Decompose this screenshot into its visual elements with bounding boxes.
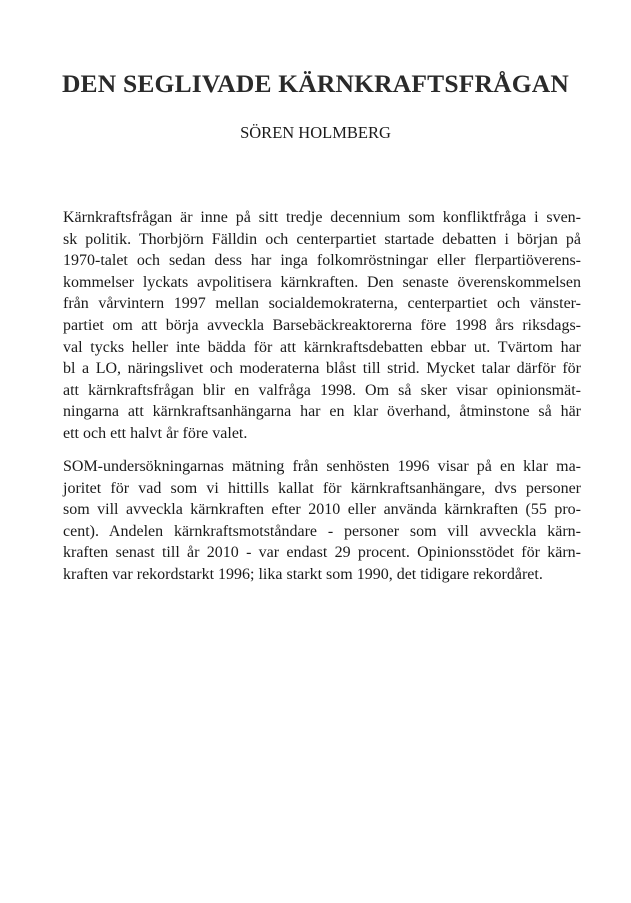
text-line: sk politik. Thorbjörn Fälldin och centerpartiet startade debatten i början på [63, 230, 581, 248]
text-line: partiet om att börja avveckla Barsebäckreaktorerna före 1998 års riksdags- [63, 316, 581, 334]
text-line: kommelser lyckats avpolitisera kärnkraften. Den senaste överenskommelsen [63, 273, 581, 291]
text-line: kraften senast till år 2010 - var endast 29 procent. Opinionsstödet för kärn- [63, 544, 581, 562]
text-line: kraften var rekordstarkt 1996; lika starkt som 1990, det tidigare rekordåret. [63, 565, 543, 583]
text-line: bl a LO, näringslivet och moderaterna blåst till strid. Mycket talar därför för [63, 360, 581, 378]
text-line: som vill avveckla kärnkraften efter 2010 eller använda kärnkraften (55 pro- [63, 501, 581, 519]
text-line: Kärnkraftsfrågan är inne på sitt tredje decennium som konfliktfråga i sven- [63, 209, 581, 226]
paragraph-text [63, 207, 581, 445]
document-title: DEN SEGLIVADE KÄRNKRAFTSFRÅGAN [61, 69, 570, 99]
text-line: val tycks heller inte bädda för att kärnkraftsdebatten ebbar ut. Tvärtom har [63, 338, 581, 356]
author-name: SÖREN HOLMBERG [240, 123, 391, 142]
text-line: SOM-undersökningarnas mätning från senhösten 1996 visar på en klar ma- [63, 458, 581, 475]
text-line: från vårvintern 1997 mellan socialdemokraterna, centerpartiet och vänster- [63, 295, 581, 313]
text-line: 1970-talet och sedan dess har inga folkomröstningar eller flerpartiöverens- [63, 252, 581, 270]
text-line: joritet för vad som vi hittills kallat för kärnkraftsanhängare, dvs personer [63, 479, 581, 497]
paragraph-2 [63, 456, 581, 586]
text-line: cent). Andelen kärnkraftsmotståndare - personer som vill avveckla kärn- [63, 522, 581, 540]
paragraph-1 [63, 207, 581, 445]
text-line: att kärnkraftsfrågan blir en valfråga 1998. Om så sker visar opinionsmät- [63, 381, 581, 399]
text-line: ningarna att kärnkraftsanhängarna har en klar överhand, åtminstone så här [63, 403, 581, 421]
paragraph-text [63, 456, 581, 586]
text-line: ett och ett halvt år före valet. [63, 424, 248, 442]
